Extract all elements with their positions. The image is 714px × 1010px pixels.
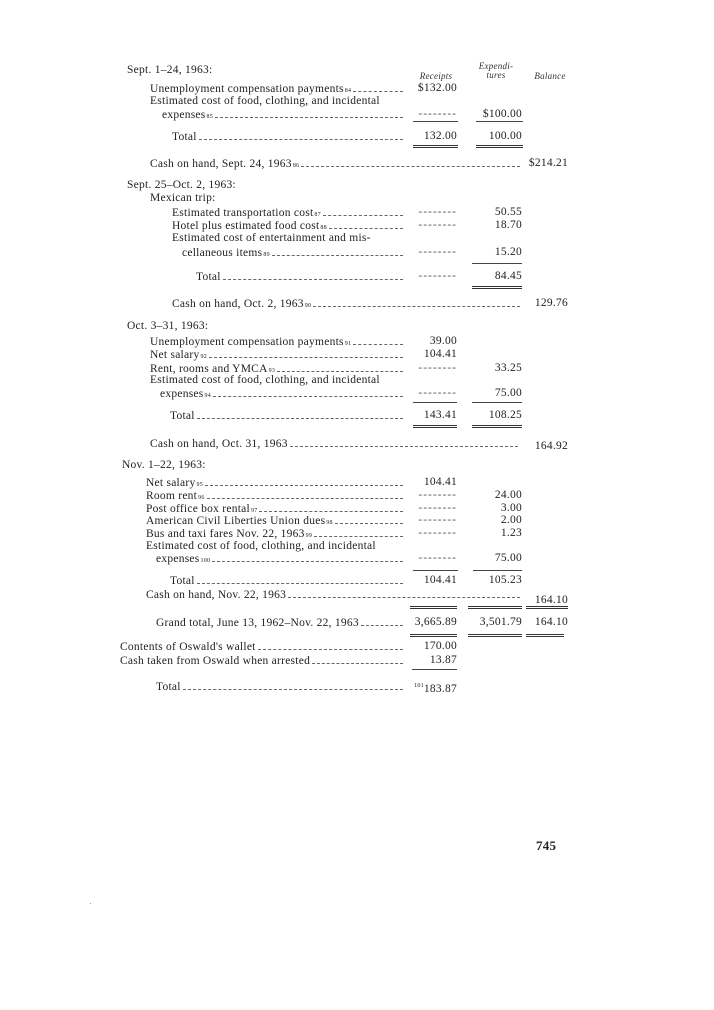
receipts-value: --------: [418, 270, 457, 282]
column-header-balance: Balance: [534, 71, 566, 81]
dot-leader: [215, 108, 403, 118]
double-rule: [468, 634, 522, 637]
dot-leader: [288, 588, 520, 598]
receipts-value: [387, 680, 457, 693]
footnote-marker: 90: [304, 303, 312, 309]
row-label: Estimated transportation cost: [172, 207, 314, 219]
receipts-value: 170.00: [423, 640, 457, 652]
double-rule: [526, 634, 564, 637]
footnote-marker: 100: [200, 558, 211, 564]
ledger-row: [156, 616, 403, 629]
section-heading: [127, 320, 208, 333]
balance-value: 164.92: [534, 440, 568, 452]
footnote-marker: 88: [320, 225, 327, 231]
ledger-row: [120, 640, 403, 653]
footnote-marker: 85: [206, 114, 214, 120]
ledger-row: [156, 680, 403, 693]
receipts-value: --------: [418, 206, 457, 218]
row-label: Cash on hand, Oct. 2, 1963: [172, 298, 304, 310]
receipts-value: --------: [418, 219, 457, 231]
double-rule: [472, 425, 522, 428]
footnote-marker: 84: [344, 88, 352, 94]
dot-leader: [197, 409, 403, 419]
ledger-row: [172, 297, 520, 310]
footnote-marker: 98: [326, 520, 333, 526]
ledger-row: [172, 219, 403, 232]
row-label: American Civil Liberties Union dues: [146, 515, 326, 527]
receipts-value: --------: [418, 489, 457, 501]
dot-leader: [258, 640, 403, 650]
ledger-row: [170, 409, 403, 422]
dot-leader: [290, 437, 518, 447]
footnote-marker: 92: [200, 354, 207, 360]
row-label: Contents of Oswald's wallet: [120, 641, 256, 653]
receipts-value: --------: [418, 527, 457, 539]
receipts-value: 39.00: [429, 335, 457, 347]
section-heading: [127, 179, 236, 192]
row-label: Total: [172, 131, 197, 143]
row-label: Unemployment compensation payments: [150, 336, 344, 348]
rule: [413, 570, 458, 571]
ledger-row: [150, 157, 520, 170]
ledger-row: [156, 552, 403, 565]
row-label: Cash taken from Oswald when arrested: [120, 655, 311, 667]
row-label: Sept. 1–24, 1963:: [127, 64, 213, 76]
dot-leader: [213, 387, 403, 397]
ledger-row: [150, 335, 403, 348]
expenditures-value: 84.45: [494, 270, 522, 282]
receipts-value: --------: [418, 108, 457, 120]
row-label: Cash on hand, Oct. 31, 1963: [150, 438, 288, 450]
row-label: Nov. 1–22, 1963:: [122, 459, 206, 471]
double-rule: [472, 286, 522, 289]
column-header-expenditures-2: tures: [486, 70, 506, 80]
row-label: Total: [156, 681, 181, 693]
expenditures-value: 3,501.79: [479, 616, 522, 628]
row-label: expenses: [156, 553, 200, 565]
ledger-row: [150, 82, 403, 95]
dot-leader: [207, 489, 403, 499]
receipts-value: --------: [418, 362, 457, 374]
row-label: Cash on hand, Sept. 24, 1963: [150, 158, 292, 170]
ledger-row: [160, 387, 403, 400]
ledger-row: [172, 130, 403, 143]
footnote-marker: 87: [314, 212, 321, 218]
rule: [413, 402, 457, 403]
receipts-value: 13.87: [429, 654, 457, 666]
dot-leader: [199, 130, 403, 140]
row-label: Room rent: [146, 490, 198, 502]
expenditures-value: 2.00: [500, 514, 522, 526]
row-label: Cash on hand, Nov. 22, 1963: [146, 589, 287, 601]
expenditures-value: 33.25: [494, 362, 522, 374]
footnote-marker: 86: [292, 163, 300, 169]
receipts-value: 143.41: [423, 409, 457, 421]
expenditures-value: 50.55: [494, 206, 522, 218]
row-label: Sept. 25–Oct. 2, 1963:: [127, 179, 236, 191]
ledger-row: [182, 246, 403, 259]
expenditures-value: 105.23: [488, 574, 522, 586]
section-heading: [150, 374, 380, 387]
receipts-value: --------: [418, 552, 457, 564]
footnote-marker: 97: [250, 508, 258, 514]
section-heading: [172, 232, 371, 245]
rule: [412, 669, 457, 670]
double-rule: [526, 606, 568, 609]
ledger-row: [172, 206, 403, 219]
receipts-value: 104.41: [423, 574, 457, 586]
row-label: expenses: [160, 388, 204, 400]
balance-value: 164.10: [534, 594, 568, 606]
receipts-value: --------: [418, 387, 457, 399]
footnote-marker: 95: [196, 482, 203, 488]
footnote-marker: 99: [305, 533, 313, 539]
ledger-row: [150, 348, 403, 361]
expenditures-value: 100.00: [488, 130, 522, 142]
page-number: 745: [536, 838, 557, 853]
expenditures-value: 18.70: [494, 219, 522, 231]
dot-leader: [277, 362, 403, 372]
expenditures-value: 3.00: [500, 502, 522, 514]
scan-speck: [90, 903, 91, 904]
row-label: Hotel plus estimated food cost: [172, 220, 320, 232]
receipts-value: --------: [418, 502, 457, 514]
ledger-row: [120, 654, 403, 667]
footnote-marker: 89: [263, 252, 270, 258]
expenditures-value: 75.00: [494, 552, 522, 564]
double-rule: [413, 145, 458, 148]
balance-value: 129.76: [534, 297, 568, 309]
section-heading: [127, 64, 212, 77]
double-rule: [413, 425, 457, 428]
dot-leader: [313, 297, 520, 307]
receipts-value: --------: [418, 246, 457, 258]
receipts-value: 104.41: [423, 348, 457, 360]
double-rule: [410, 606, 457, 609]
dot-leader: [183, 680, 403, 690]
receipts-value: 104.41: [423, 476, 457, 488]
ledger-row: [150, 437, 518, 450]
row-label: Net salary: [146, 477, 196, 489]
footnote-marker: 96: [198, 495, 205, 501]
receipts-amount: 183.87: [423, 683, 457, 695]
rule: [472, 402, 522, 403]
double-rule: [468, 606, 522, 609]
row-label: Total: [196, 271, 221, 283]
dot-leader: [205, 476, 403, 486]
ledger-row: [146, 489, 403, 502]
row-label: Net salary: [150, 349, 200, 361]
receipts-value: 132.00: [423, 130, 457, 142]
dot-leader: [209, 348, 403, 358]
balance-value: $214.21: [528, 157, 568, 169]
ledger-row: [170, 574, 403, 587]
row-label: Rent, rooms and YMCA: [150, 363, 268, 375]
ledger-row: [146, 476, 403, 489]
expenditures-value: 24.00: [494, 489, 522, 501]
receipts-value: 3,665.89: [414, 616, 457, 628]
dot-leader: [212, 552, 403, 562]
dot-leader: [259, 502, 403, 512]
section-heading: [150, 95, 380, 108]
section-heading: [122, 459, 206, 472]
receipts-value: --------: [418, 514, 457, 526]
expenditures-value: 1.23: [500, 527, 522, 539]
ledger-row: [146, 588, 520, 601]
row-label: Estimated cost of entertainment and mis-: [172, 232, 371, 244]
row-label: Estimated cost of food, clothing, and incidental: [146, 540, 376, 552]
footnote-marker: 93: [268, 368, 276, 374]
dot-leader: [197, 574, 403, 584]
row-label: Grand total, June 13, 1962–Nov. 22, 1963: [156, 617, 359, 629]
rule: [473, 570, 522, 571]
dot-leader: [223, 270, 403, 280]
ledger-row: [146, 527, 403, 540]
row-label: Oct. 3–31, 1963:: [127, 320, 209, 332]
footnote-marker: 91: [344, 341, 352, 347]
rule: [472, 263, 522, 264]
footnote-marker: 101: [414, 683, 424, 689]
double-rule: [410, 634, 457, 637]
ledger-row: [146, 514, 403, 527]
row-label: Post office box rental: [146, 503, 250, 515]
dot-leader: [301, 157, 520, 167]
footnote-marker: 94: [204, 393, 212, 399]
expenditures-value: 108.25: [488, 409, 522, 421]
section-heading: [150, 192, 216, 205]
double-rule: [476, 145, 523, 148]
row-label: Estimated cost of food, clothing, and incidental: [150, 374, 380, 386]
rule: [413, 121, 458, 122]
receipts-value: $132.00: [417, 82, 457, 94]
column-header-expenditures-1: Expendi-: [478, 61, 514, 71]
rule: [476, 121, 523, 122]
expenditures-value: $100.00: [482, 108, 522, 120]
balance-value: 164.10: [534, 616, 568, 628]
row-label: Bus and taxi fares Nov. 22, 1963: [146, 528, 305, 540]
ledger-row: [162, 108, 403, 121]
row-label: expenses: [162, 109, 206, 121]
ledger-row: [196, 270, 403, 283]
row-label: cellaneous items: [182, 247, 263, 259]
row-label: Unemployment compensation payments: [150, 83, 344, 95]
column-header-receipts: Receipts: [419, 71, 453, 81]
row-label: Estimated cost of food, clothing, and incidental: [150, 95, 380, 107]
row-label: Total: [170, 575, 195, 587]
row-label: Total: [170, 410, 195, 422]
expenditures-value: 15.20: [494, 246, 522, 258]
row-label: Mexican trip:: [150, 192, 216, 204]
dot-leader: [272, 246, 403, 256]
expenditures-value: 75.00: [494, 387, 522, 399]
